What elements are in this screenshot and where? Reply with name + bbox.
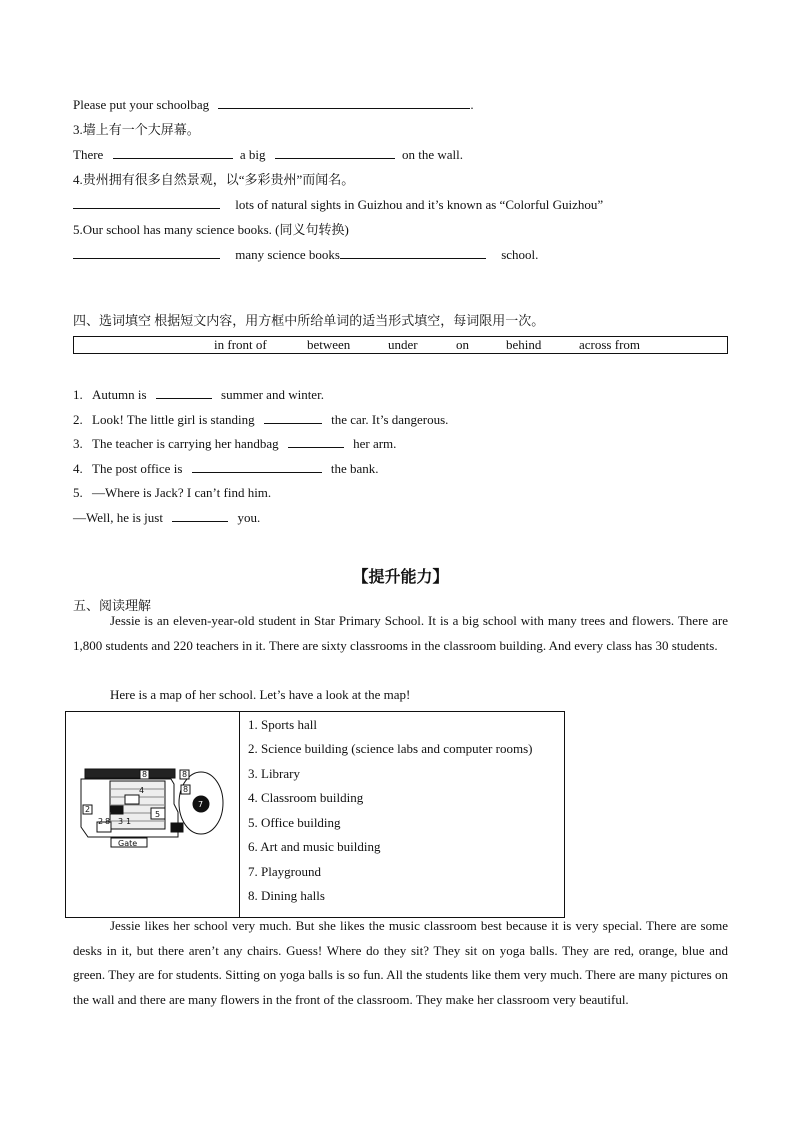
q3-chinese: 3.墙上有一个大屏幕。 [73, 122, 200, 137]
item-pre: —Well, he is just [73, 510, 163, 525]
map-label: 4 [139, 786, 145, 795]
item-number: 4. [73, 461, 83, 476]
answer-blank[interactable] [172, 509, 228, 522]
q4-part-a: lots of natural sights in Guizhou and it’s known as “Colorful Guizhou” [235, 197, 604, 212]
item-number: 3. [73, 436, 83, 451]
map-table [65, 711, 565, 918]
item-number: 5. [73, 485, 83, 500]
answer-blank[interactable] [156, 386, 212, 399]
put-schoolbag-line [73, 96, 474, 114]
answer-blank[interactable] [218, 96, 470, 109]
answer-blank[interactable] [73, 196, 220, 209]
answer-blank[interactable] [288, 435, 344, 448]
q3-part-b: a big [239, 147, 266, 162]
item-pre: The teacher is carrying her handbag [92, 436, 279, 451]
q3-english [73, 146, 463, 164]
answer-blank[interactable] [340, 246, 486, 259]
word-option: in front of [214, 337, 267, 352]
legend-item: 2. Science building (science labs and computer rooms) [248, 741, 533, 756]
word-option: across from [579, 337, 641, 352]
item-pre: Autumn is [92, 387, 147, 402]
section5-title: 五、阅读理解 [73, 598, 152, 613]
map-label: 8 [105, 817, 111, 826]
s4-item-5 [73, 484, 271, 502]
answer-blank[interactable] [264, 411, 322, 424]
q5-english: 5.Our school has many science books. (同义句转换) [73, 222, 349, 237]
school-map-image [66, 712, 239, 917]
item-post: summer and winter. [221, 387, 324, 402]
reading-paragraph-3: Jessie likes her school very much. But she likes the music classroom best because it is very special. There are some desks in it, but there aren’t any chairs. Guess! Where do they sit? They sit on yoga balls. They are red, orange, blue and green. They are for students. Sitting on yoga balls is so fun. All the students like them very much. There are many pictures on the wall and there are many flowers in the front of the classroom. They make her classroom very beautiful. [73, 918, 728, 1007]
s4-item-2 [73, 411, 448, 429]
map-label: 6 [176, 825, 182, 834]
word-option: under [388, 337, 418, 352]
item-post: the bank. [330, 461, 379, 476]
item-post: the car. It’s dangerous. [331, 412, 449, 427]
map-label: 8 [182, 770, 188, 779]
map-label: 8 [142, 770, 148, 779]
map-legend-cell [240, 712, 564, 917]
q3-part-a: There [73, 147, 104, 162]
map-label: 7 [198, 800, 204, 809]
legend-item: 8. Dining halls [248, 888, 325, 903]
item-pre: Look! The little girl is standing [92, 412, 255, 427]
item-number: 1. [73, 387, 83, 402]
s4-item-1 [73, 386, 324, 404]
item-number: 2. [73, 412, 83, 427]
q5-part-b: school. [501, 247, 539, 262]
word-option: on [456, 337, 469, 352]
line-end: . [470, 97, 474, 112]
q5-part-a: many science books [235, 247, 340, 262]
word-box [73, 336, 728, 354]
item-post: you. [237, 510, 261, 525]
answer-blank[interactable] [73, 246, 220, 259]
item-pre: —Where is Jack? I can’t find him. [92, 485, 272, 500]
legend-item: 7. Playground [248, 864, 321, 879]
map-label: 5 [155, 810, 161, 819]
reading-paragraph-2: Here is a map of her school. Let’s have a look at the map! [110, 687, 411, 702]
legend-item: 5. Office building [248, 815, 341, 830]
legend-item: 6. Art and music building [248, 839, 381, 854]
map-label: 8 [183, 785, 189, 794]
legend-item: 3. Library [248, 766, 300, 781]
q3-part-c: on the wall. [401, 147, 463, 162]
word-option: behind [506, 337, 542, 352]
answer-blank[interactable] [192, 460, 322, 473]
q4-english [73, 196, 603, 214]
s4-item-4 [73, 460, 379, 478]
map-label: 3 [118, 817, 124, 826]
map-label: 2 [98, 817, 104, 826]
line-text: Please put your schoolbag [73, 97, 210, 112]
answer-blank[interactable] [113, 146, 233, 159]
item-pre: The post office is [92, 461, 183, 476]
legend-item: 4. Classroom building [248, 790, 364, 805]
map-label: 2 [85, 805, 91, 814]
s4-item-3 [73, 435, 396, 453]
section4-title: 四、选词填空 根据短文内容，用方框中所给单词的适当形式填空，每词限用一次。 [73, 313, 545, 328]
map-gate-label: Gate [118, 839, 138, 848]
q4-chinese: 4.贵州拥有很多自然景观，以“多彩贵州”而闻名。 [73, 172, 355, 187]
legend-item: 1. Sports hall [248, 717, 317, 732]
word-option: between [307, 337, 351, 352]
school-map-cell [66, 712, 240, 917]
reading-paragraph-1: Jessie is an eleven-year-old student in Star Primary School. It is a big school with many trees and flowers. There are 1,800 students and 220 teachers in it. There are sixty classrooms in the classroom building. And every class has 30 students. [73, 613, 728, 653]
q5-answer-line [73, 246, 538, 264]
section-heading: 【提升能力】 [352, 567, 449, 586]
map-label: 1 [126, 817, 132, 826]
item-post: her arm. [353, 436, 397, 451]
answer-blank[interactable] [275, 146, 395, 159]
s4-item-5-reply [73, 509, 260, 527]
